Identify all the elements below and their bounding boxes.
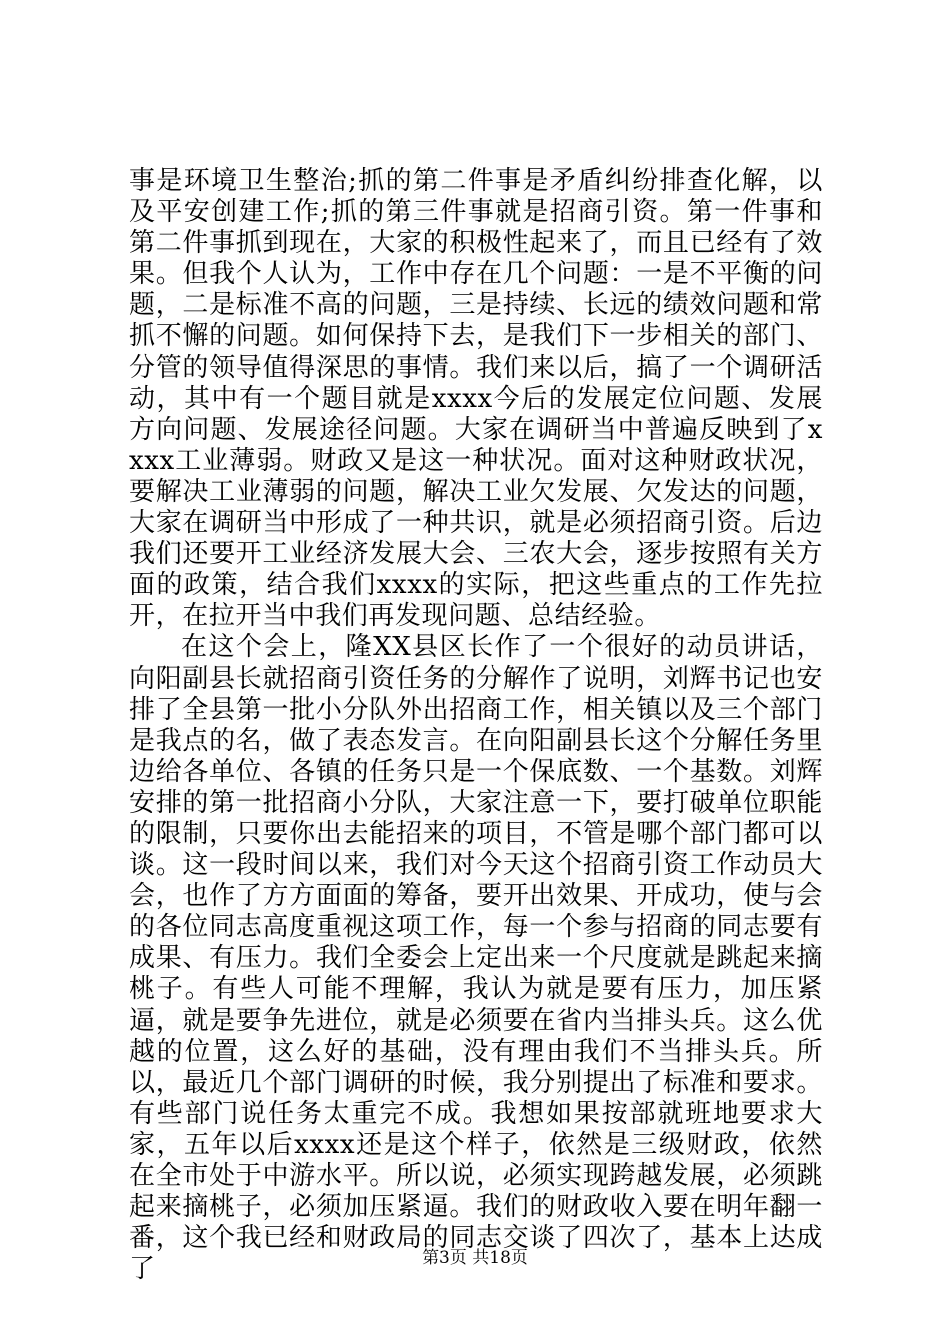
- paragraph-meeting-remarks: 在这个会上，隆XX县区长作了一个很好的动员讲话，向阳副县长就招商引资任务的分解作了说明，刘辉书记也安排了全县第一批小分队外出招商工作，相关镇以及三个部门是我点的名，做了表态发言。在向阳副县长这个分解任务里边给各单位、各镇的任务只是一个保底数、一个基数。刘辉安排的第一批招商小分队，大家注意一下，要打破单位职能的限制，只要你出去能招来的项目，不管是哪个部门都可以谈。这一段时间以来，我们对今天这个招商引资工作动员大会，也作了方方面面的筹备，要开出效果、开成功，使与会的各位同志高度重视这项工作，每一个参与招商的同志要有成果、有压力。我们全委会上定出来一个尺度就是跳起来摘桃子。有些人可能不理解，我认为就是要有压力，加压紧逼，就是要争先进位，就是必须要在省内当排头兵。这么优越的位置，这么好的基础，没有理由我们不当排头兵。所以，最近几个部门调研的时候，我分别提出了标准和要求。有些部门说任务太重完不成。我想如果按部就班地要求大家，五年以后xxxx还是这个样子，依然是三级财政，依然在全市处于中游水平。所以说，必须实现跨越发展，必须跳起来摘桃子，必须加压紧逼。我们的财政收入要在明年翻一番，这个我已经和财政局的同志交谈了四次了，基本上达成了: [129, 632, 823, 1285]
- paragraph-continuation: 事是环境卫生整治;抓的第二件事是矛盾纠纷排查化解，以及平安创建工作;抓的第三件事就是招商引资。第一件事和第二件事抓到现在，大家的积极性起来了，而且已经有了效果。但我个人认为，工作中存在几个问题：一是不平衡的问题，二是标准不高的问题，三是持续、长远的绩效问题和常抓不懈的问题。如何保持下去，是我们下一步相关的部门、分管的领导值得深思的事情。我们来以后，搞了一个调研活动，其中有一个题目就是xxxx今后的发展定位问题、发展方向问题、发展途径问题。大家在调研当中普遍反映到了xxxx工业薄弱。财政又是这一种状况。面对这种财政状况，要解决工业薄弱的问题，解决工业欠发展、欠发达的问题，大家在调研当中形成了一种共识，就是必须招商引资。后边我们还要开工业经济发展大会、三农大会，逐步按照有关方面的政策，结合我们xxxx的实际，把这些重点的工作先拉开，在拉开当中我们再发现问题、总结经验。: [129, 166, 823, 632]
- document-body: [129, 166, 823, 1285]
- page-number-footer: 第3页 共18页: [422, 1248, 528, 1268]
